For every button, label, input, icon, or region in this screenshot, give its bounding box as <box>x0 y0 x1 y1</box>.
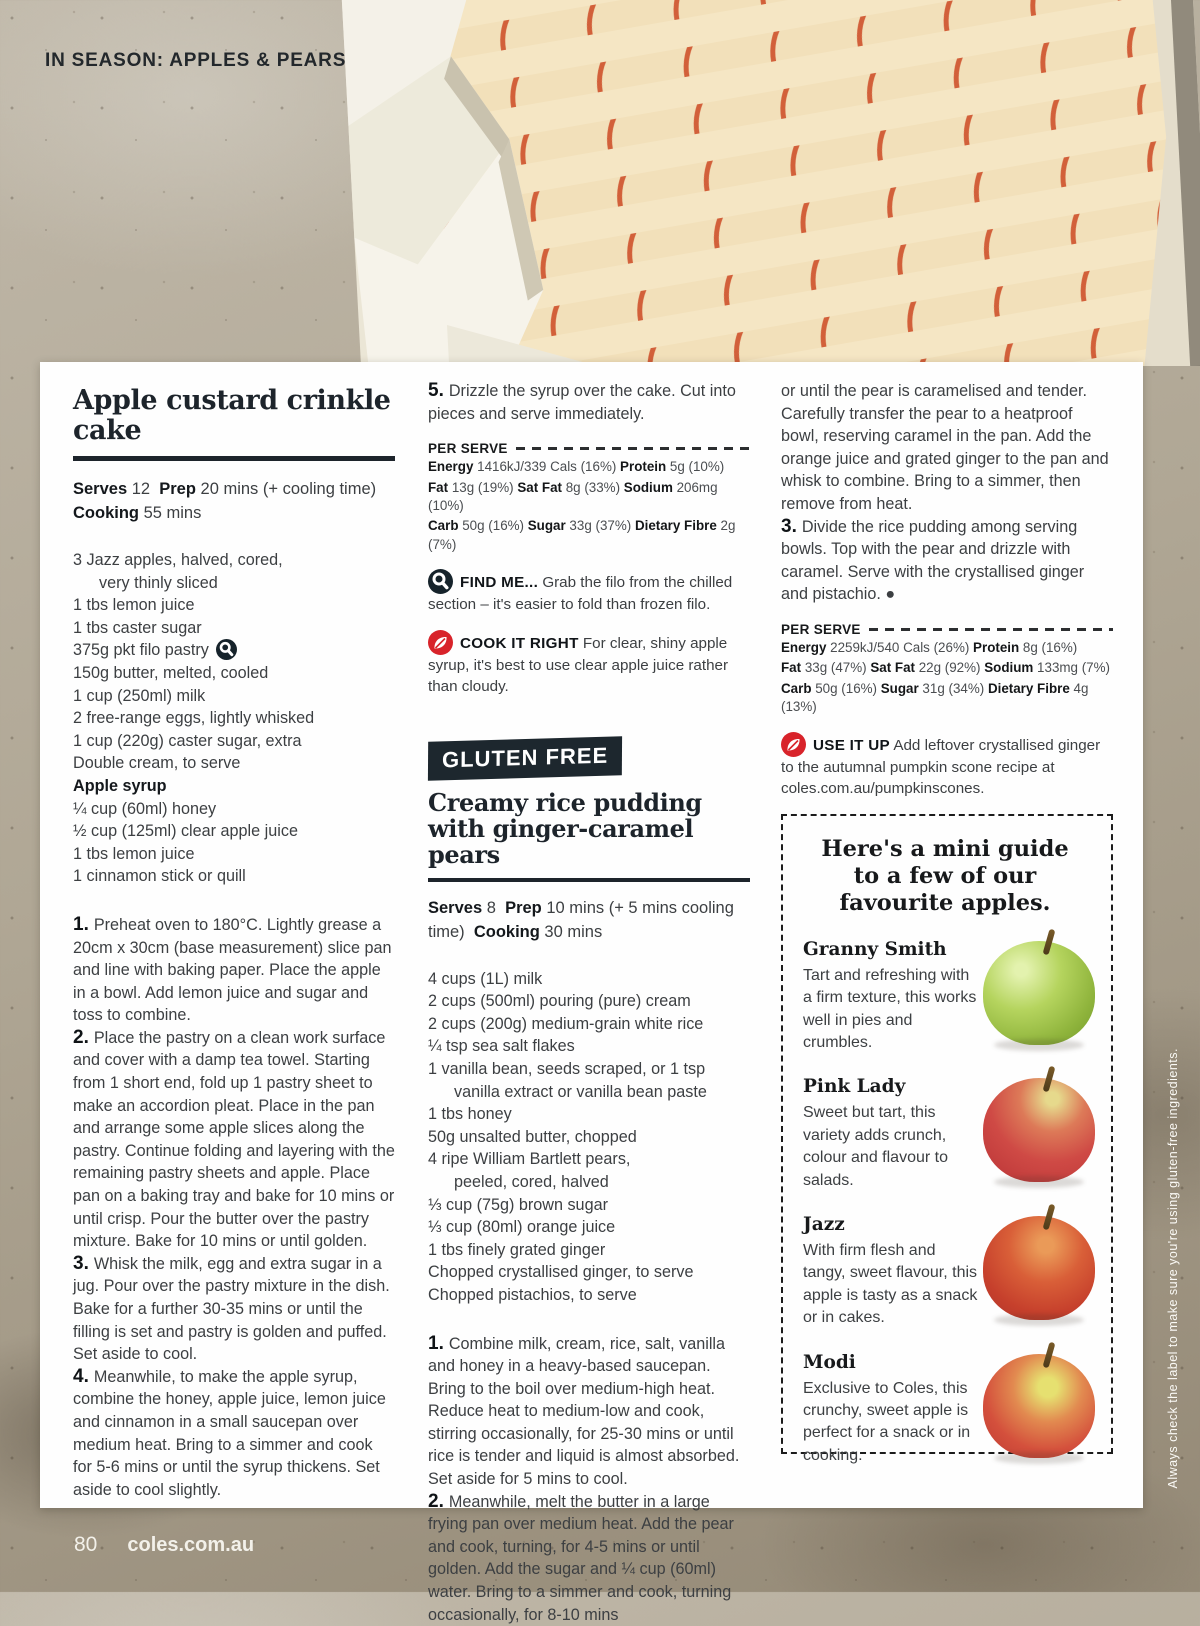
per-serve-line: Fat 13g (19%) Sat Fat 8g (33%) Sodium 206mg (10%) <box>428 479 750 516</box>
apple-tart-photo <box>322 0 1200 366</box>
recipe2-nutrition <box>781 622 1113 717</box>
ingredient-item: 1 vanilla bean, seeds scraped, or 1 tsp <box>428 1058 750 1081</box>
ingredient-item: ¼ tsp sea salt flakes <box>428 1035 750 1058</box>
per-serve-line: Energy 1416kJ/339 Cals (16%) Protein 5g (10%) <box>428 458 750 476</box>
guide-entry <box>803 1214 1097 1330</box>
apple-name: Granny Smith <box>803 939 981 960</box>
jazz-apple-image <box>983 1216 1095 1320</box>
ingredient-item: 1 tbs lemon juice <box>73 594 395 617</box>
apple-figure <box>981 941 1097 1045</box>
ingredient-item: 150g butter, melted, cooled <box>73 662 395 685</box>
apple-name: Jazz <box>803 1214 981 1235</box>
recipe1-nutrition <box>428 441 750 554</box>
ingredient-item: 4 ripe William Bartlett pears, <box>428 1148 750 1171</box>
ingredient-item: 1 cinnamon stick or quill <box>73 865 395 888</box>
guide-entry <box>803 1076 1097 1192</box>
dashed-rule <box>869 628 1113 631</box>
leaf-icon <box>428 630 453 655</box>
ingredient-item: 2 cups (500ml) pouring (pure) cream <box>428 990 750 1013</box>
step: 3. Whisk the milk, egg and extra sugar in a jug. Pour over the pastry mixture in the dish. Bake for a further 30-35 mins or until the filling is set and pastry is golden and puffed. Set aside to cool. <box>73 1253 395 1366</box>
ingredient-item: 1 tbs lemon juice <box>73 843 395 866</box>
ingredient-item: ½ cup (125ml) clear apple juice <box>73 820 395 843</box>
pink-lady-apple-image <box>983 1078 1095 1182</box>
hero-photo <box>0 0 1200 366</box>
per-serve-header: PER SERVE <box>428 441 750 456</box>
ingredient-item: 375g pkt filo pastry <box>73 639 395 662</box>
cook-it-right-tip: COOK IT RIGHT For clear, shiny apple syrup, it's best to use clear apple juice rather than cloudy. <box>428 630 750 697</box>
ingredient-item: ⅓ cup (75g) brown sugar <box>428 1194 750 1217</box>
site-text: coles.com.au <box>127 1534 254 1556</box>
ingredient-item: 4 cups (1L) milk <box>428 968 750 991</box>
apple-name: Modi <box>803 1352 981 1373</box>
step-continuation: or until the pear is caramelised and tender. Carefully transfer the pear to a heatproof bowl, reserving caramel in the pan. Add the orange juice and grated ginger to the pan and whisk to combine. Bring to a simmer, then remove from heat. <box>781 380 1113 516</box>
ingredient-item: very thinly sliced <box>73 572 395 595</box>
column-2 <box>428 380 750 1626</box>
find-me-icon <box>428 569 453 594</box>
guide-entry <box>803 1352 1097 1468</box>
ingredient-item: 1 cup (220g) caster sugar, extra <box>73 730 395 753</box>
recipe2-ingredient-list <box>428 968 750 1307</box>
ingredient-item: 1 tbs caster sugar <box>73 617 395 640</box>
step: 1. Preheat oven to 180°C. Lightly grease a 20cm x 30cm (base measurement) slice pan and line with baking paper. Place the apple in a bowl. Add lemon juice and sugar and toss to combine. <box>73 914 395 1027</box>
ingredient-item: 1 tbs finely grated ginger <box>428 1239 750 1262</box>
step: 4. Meanwhile, to make the apple syrup, combine the honey, apple juice, lemon juice and cinnamon in a small saucepan over medium heat. Bring to a simmer and cook for 5-6 mins or until the syrup thickens. Set aside to cool slightly. <box>73 1366 395 1502</box>
ingredient-item: 1 tbs honey <box>428 1103 750 1126</box>
recipe1-meta: Serves 12 Prep 20 mins (+ cooling time) Cooking 55 mins <box>73 477 395 525</box>
per-serve-header: PER SERVE <box>781 622 1113 637</box>
apple-guide-box <box>781 814 1113 1454</box>
guide-title: Here's a mini guide to a few of our favourite apples. <box>803 836 1087 917</box>
ingredient-item: 1 cup (250ml) milk <box>73 685 395 708</box>
recipe1-steps <box>73 914 395 1501</box>
modi-apple-image <box>983 1354 1095 1458</box>
recipe2-title: Creamy rice pudding with ginger-caramel pears <box>428 790 750 868</box>
page-number: 80 <box>74 1533 97 1556</box>
apple-description: Tart and refreshing with a firm texture, this works well in pies and crumbles. <box>803 965 981 1055</box>
granny-smith-apple-image <box>983 941 1095 1045</box>
guide-entry <box>803 939 1097 1055</box>
apple-figure <box>981 1078 1097 1182</box>
ingredient-subheading: Apple syrup <box>73 775 395 798</box>
recipe1-title: Apple custard crinkle cake <box>73 380 395 446</box>
step: 3. Divide the rice pudding among serving bowls. Top with the pear and drizzle with caramel. Serve with the crystallised ginger and pistachio. ● <box>781 516 1113 606</box>
find-me-tip: FIND ME... Grab the filo from the chilled section – it's easier to fold than frozen filo. <box>428 569 750 615</box>
ingredient-item: ¼ cup (60ml) honey <box>73 798 395 821</box>
apple-figure <box>981 1354 1097 1458</box>
step: 2. Meanwhile, melt the butter in a large frying pan over medium heat. Add the pear and cook, turning, for 4-5 mins or until golden. Add the sugar and ¼ cup (60ml) water. Bring to a simmer and cook, turning occasionally, for 8-10 mins <box>428 1491 750 1626</box>
find-me-icon <box>216 639 237 660</box>
column-3 <box>781 380 1113 1454</box>
ingredient-item: Chopped pistachios, to serve <box>428 1284 750 1307</box>
per-serve-line: Carb 50g (16%) Sugar 31g (34%) Dietary Fibre 4g (13%) <box>781 680 1113 717</box>
gluten-free-side-note: Always check the label to make sure you're using gluten-free ingredients. <box>1166 1048 1180 1489</box>
ingredient-item: 2 cups (200g) medium-grain white rice <box>428 1013 750 1036</box>
apple-description: Sweet but tart, this variety adds crunch, colour and flavour to salads. <box>803 1102 981 1192</box>
recipe1-ingredient-list <box>73 549 395 888</box>
per-serve-line: Carb 50g (16%) Sugar 33g (37%) Dietary Fibre 2g (7%) <box>428 517 750 554</box>
ingredient-item: 50g unsalted butter, chopped <box>428 1126 750 1149</box>
gluten-free-badge: GLUTEN FREE <box>428 736 622 780</box>
ingredient-item: Chopped crystallised ginger, to serve <box>428 1261 750 1284</box>
column-1 <box>73 380 395 1501</box>
ingredient-item: 2 free-range eggs, lightly whisked <box>73 707 395 730</box>
title-rule <box>428 878 750 882</box>
apple-name: Pink Lady <box>803 1076 981 1097</box>
per-serve-line: Fat 33g (47%) Sat Fat 22g (92%) Sodium 133mg (7%) <box>781 659 1113 677</box>
ingredient-item: peeled, cored, halved <box>428 1171 750 1194</box>
recipe2-meta: Serves 8 Prep 10 mins (+ 5 mins cooling time) Cooking 30 mins <box>428 896 750 944</box>
leaf-icon <box>781 732 806 757</box>
content-panel <box>40 362 1143 1508</box>
ingredient-item: 3 Jazz apples, halved, cored, <box>73 549 395 572</box>
dashed-rule <box>516 447 750 450</box>
ingredient-item: ⅓ cup (80ml) orange juice <box>428 1216 750 1239</box>
apple-description: Exclusive to Coles, this crunchy, sweet apple is perfect for a snack or in cooking. <box>803 1378 981 1468</box>
ingredient-item: Double cream, to serve <box>73 752 395 775</box>
per-serve-line: Energy 2259kJ/540 Cals (26%) Protein 8g (16%) <box>781 639 1113 657</box>
step: 1. Combine milk, cream, rice, salt, vanilla and honey in a heavy-based saucepan. Bring to the boil over medium-high heat. Reduce heat to medium-low and cook, stirring occasionally, for 25-30 mins or until rice is tender and liquid is almost absorbed. Set aside for 5 mins to cool. <box>428 1333 750 1491</box>
use-it-up-tip: USE IT UP Add leftover crystallised ginger to the autumnal pumpkin scone recipe at coles.com.au/pumpkinscones. <box>781 732 1113 799</box>
ingredient-item: vanilla extract or vanilla bean paste <box>428 1081 750 1104</box>
page-footer <box>74 1533 254 1557</box>
apple-figure <box>981 1216 1097 1320</box>
apple-description: With firm flesh and tangy, sweet flavour, this apple is tasty as a snack or in cakes. <box>803 1240 981 1330</box>
page-kicker: IN SEASON: APPLES & PEARS <box>45 50 346 72</box>
recipe2-steps <box>428 1333 750 1626</box>
title-rule <box>73 456 395 461</box>
step: 2. Place the pastry on a clean work surface and cover with a damp tea towel. Starting from 1 short end, fold up 1 pastry sheet to make an accordion pleat. Place in the pan and arrange some apple slices along the pastry. Continue folding and layering with the remaining pastry sheets and apple. Place pan on a baking tray and bake for 10 mins or until crisp. Pour the butter over the pastry mixture. Bake for 10 mins or until golden. <box>73 1027 395 1253</box>
step: 5. Drizzle the syrup over the cake. Cut into pieces and serve immediately. <box>428 380 750 425</box>
